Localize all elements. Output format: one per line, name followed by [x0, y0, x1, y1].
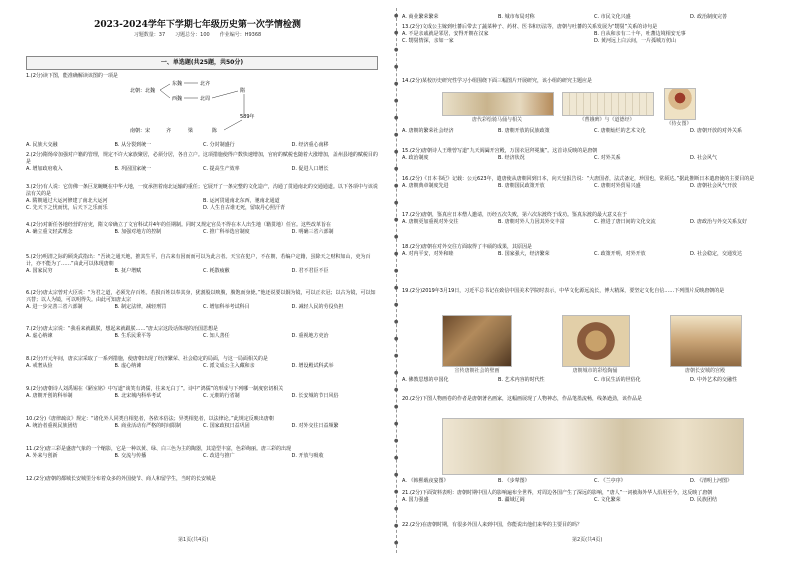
question-14-options: [402, 128, 786, 135]
diagram-south: 南朝：宋: [130, 128, 151, 134]
question-5: [26, 254, 380, 275]
option-c[interactable]: C. 改进与推广: [203, 453, 235, 459]
option-d[interactable]: D. 重视地方吏治: [291, 333, 329, 339]
diagram-qi: 齐: [166, 128, 172, 134]
option-a[interactable]: A. 《韩熙载夜宴图》: [402, 478, 449, 484]
mural-image: [442, 315, 512, 367]
option-d[interactable]: D. 社会稳定，交通发达: [690, 251, 743, 257]
question-1-options: [26, 142, 380, 149]
option-b[interactable]: B. 自从和亲有二十年，吐蕃边境相安无事: [594, 31, 686, 37]
question-9: [26, 386, 380, 400]
question-18: [402, 244, 786, 258]
question-1: [26, 73, 380, 80]
question-stem: 21.(2分)下面资料表明：唐朝时期中国人的影响遍布全世界，对周边各国产生了深远的影响，“唐人”一词被海外华人沿用至今，这反映了唐朝: [402, 490, 713, 496]
option-b[interactable]: B. 疆域辽阔: [498, 497, 525, 503]
option-c[interactable]: C. 耗散疲敝: [203, 268, 230, 274]
question-12-options: [402, 14, 786, 21]
diagram-liang: 梁: [188, 128, 194, 134]
question-stem: 22.(2分)在唐朝时期，有很多外国人来到中国，你能说出他们来华的主要目的吗？: [402, 522, 583, 528]
option-d[interactable]: D. 长安城的节日风俗: [291, 393, 339, 399]
option-a[interactable]: A. 外来与创新: [26, 453, 58, 459]
option-d[interactable]: D. 减轻人民的劳役负担: [291, 304, 344, 310]
option-a[interactable]: A. 唐朝典章制度先进: [402, 183, 449, 189]
question-22: [402, 522, 786, 529]
option-d[interactable]: D. 君不君臣不臣: [291, 268, 329, 274]
question-stem: 10.(2分)《唐律疏议》规定：“诸化外人同类自相犯者，各依本俗法；异类相犯者，以法律论。”此规定反映出唐朝: [26, 416, 274, 422]
question-14: [402, 78, 786, 85]
option-a[interactable]: A. 唐朝更加重视对外交往: [402, 219, 459, 225]
option-a[interactable]: A. 增加政府收入: [26, 166, 63, 172]
option-b[interactable]: B. 加强对地方的控制: [114, 229, 162, 235]
option-c[interactable]: C. 对外关系: [594, 155, 621, 161]
option-c[interactable]: C. 增加科举考试科目: [203, 304, 250, 310]
question-19-options: [402, 377, 786, 384]
option-a[interactable]: A. 进一步完善三省六部制: [26, 304, 83, 310]
option-c[interactable]: C. 推广科举选官制度: [203, 229, 250, 235]
option-b[interactable]: B. 从分裂到统一: [114, 142, 152, 148]
option-d[interactable]: D. 唐朝社会风气开放: [690, 183, 738, 189]
option-b[interactable]: B. 运河贯通南北东西，驰南北通道: [203, 198, 280, 204]
question-20-options: [402, 478, 786, 485]
option-a[interactable]: A. 政治制度: [402, 155, 429, 161]
calligraphy-image: [562, 92, 654, 116]
question-stem: 5.(2分)明清之际的顾炎武指出：“吾读之通天地，推其生平，自古来有因而而可以为此言者。天宝在犯户，不在朝，若编户定籍，虽除天之财积如山，吏为百计，亦不能为了……”由此可以体现唐朝: [26, 254, 371, 267]
option-d[interactable]: D. 中外艺术的交融性: [690, 377, 738, 383]
option-c[interactable]: C. 派文成公主入藏和亲: [203, 363, 255, 369]
question-stem: 6.(2分)唐太宗曾对大臣说：“为君之道，必须先存百姓。若损百姓以奉其身，犹割股以啖腹，腹饱而身毙。”他还说要以铜为镜，可以正衣冠；以古为镜，可以知兴替；以人为镜，可以明得失。由此可知唐太宗: [26, 290, 376, 303]
option-d[interactable]: D. 民族团结: [690, 497, 718, 503]
caption-lady: 《侍女图》: [666, 121, 692, 127]
page-number-left: 第1页(共4页): [178, 537, 209, 543]
page-number-right: 第2页(共4页): [572, 537, 603, 543]
option-d[interactable]: D. 明确三省六部制: [291, 229, 334, 235]
caption-pottery: 唐朝城市的彩绘陶俑: [572, 368, 618, 374]
question-13: [402, 24, 786, 45]
option-b[interactable]: B. 虚心纳谏: [114, 363, 142, 369]
option-b[interactable]: B. 城市布局对称: [498, 14, 535, 20]
option-c[interactable]: C. 提高生产效率: [203, 166, 240, 172]
scroll-painting-image: [442, 418, 744, 475]
option-a[interactable]: A. 虚心纳谏: [26, 333, 53, 339]
option-b[interactable]: B. 交流与传播: [114, 453, 147, 459]
question-stem: 16.(2分)《日本书纪》记载：公元623年，遣唐使从唐朝回到日本，向天皇报告说：“大唐国者，法式备定，珍国也，常须达。”据此推断日本遣唐使的主要目的是: [402, 176, 755, 182]
option-c[interactable]: C. 推进了唐日间的文化交流: [594, 219, 656, 225]
question-stem: 8.(2分)开元年间，唐玄宗采取了一系列措施，使唐朝出现了经济繁荣、社会稳定的局面，与这一局面相关的是: [26, 356, 268, 362]
question-stem: 12.(2分)唐朝的都城长安城里分布着众多的外国使节、商人和留学生，当时的长安城是: [26, 476, 217, 482]
question-stem: 2.(2分)隋炀帝加强对户籍的管理，规定不许大家族聚居，必须分居，各自立户。这项措施使得户数快速增加，官府的赋税也随着大涨增加，盖州县地的赋税目的是: [26, 152, 378, 165]
option-b[interactable]: B. 唐朝对外人力因其外交丰富: [498, 219, 565, 225]
option-b[interactable]: B. 制定法律，减轻刑罚: [114, 304, 167, 310]
option-a[interactable]: A. 国力强盛: [402, 497, 429, 503]
option-a[interactable]: A. 佛教思想的中国化: [402, 377, 449, 383]
diagram-sui: 隋: [240, 88, 246, 94]
diagram-north: 北朝：北魏: [130, 88, 156, 94]
question-2: [26, 152, 380, 173]
option-c[interactable]: C. 知人善任: [203, 333, 230, 339]
question-7: [26, 326, 380, 340]
question-stem: 7.(2分)唐太宗说：“我看来就跟朕，想起来就跟朕……”唐太宗这段话体现的治国思想是: [26, 326, 219, 332]
horse-figurine-image: [442, 92, 554, 116]
caption-horse: 唐代彩绘骑马俑与相关: [471, 117, 522, 123]
question-20: [402, 396, 786, 403]
option-b[interactable]: B. 《步辇图》: [498, 478, 530, 484]
question-17: [402, 212, 786, 226]
palace-image: [670, 315, 742, 367]
lady-painting-image: [664, 88, 696, 120]
option-c[interactable]: C. 国家政权日益巩固: [203, 423, 250, 429]
diagram-year: 589年: [240, 114, 255, 120]
option-a[interactable]: A. 隋朝通过大运河修建了南北大运河: [26, 198, 108, 204]
option-b[interactable]: B. 商业活动有严格的时间限制: [114, 423, 182, 429]
option-c[interactable]: C. 市民文化兴盛: [594, 14, 631, 20]
option-c[interactable]: C. 元朝的行省制: [203, 393, 240, 399]
option-c[interactable]: C. 《兰亭序》: [594, 478, 626, 484]
question-16: [402, 176, 786, 190]
option-a[interactable]: A. 国家民穷: [26, 268, 53, 274]
section-header: 一、单选题(共25题，共50分): [26, 56, 378, 70]
option-c[interactable]: C. 甥舅情深，亲如一家: [402, 38, 454, 44]
question-6: [26, 290, 380, 311]
option-d[interactable]: D. 对外交往日益频繁: [291, 423, 339, 429]
option-d[interactable]: D. 社会风气: [690, 155, 718, 161]
option-a[interactable]: A. 民族大交融: [26, 142, 58, 148]
option-b[interactable]: B. 生乐民秉平等: [114, 333, 152, 339]
question-19: [402, 288, 786, 295]
caption-calligraphy: 《曹娥碑》与《道德经》: [579, 117, 635, 123]
option-c[interactable]: C. 唐朝对外贸易兴盛: [594, 183, 641, 189]
question-stem: 15.(2分)唐朝诗人王维曾写道“九天阊阖开宫殿，万国衣冠拜冕旒”。这首诗反映的是唐朝: [402, 148, 598, 154]
option-b[interactable]: B. 北宋城内科举考试: [114, 393, 162, 399]
right-page: [402, 0, 794, 561]
option-a[interactable]: A. 唐朝的繁荣社会经济: [402, 128, 454, 134]
pottery-image: [562, 315, 630, 367]
caption-palace: 唐朝长安城的宫殿: [684, 368, 725, 374]
option-a[interactable]: A. 确立重文轻武理念: [26, 229, 73, 235]
question-stem: 11.(2分)唐三彩是盛唐气象的一个缩影，它是一种以黄、绿、白三色为主的陶器，其造型丰富，色彩绚丽。唐三彩的出现: [26, 446, 292, 452]
question-12: [26, 476, 380, 483]
option-c[interactable]: C. 先天下之忧而忧，后天下之乐而乐: [26, 205, 108, 211]
option-c[interactable]: C. 分封制盛行: [203, 142, 235, 148]
option-b[interactable]: B. 国家强大，经济繁荣: [498, 251, 550, 257]
option-d[interactable]: D. 增设殿试科武举: [291, 363, 334, 369]
option-a[interactable]: A. 戒奢从俭: [26, 363, 53, 369]
diagram-north-qi: 北齐: [200, 81, 211, 87]
option-c[interactable]: C. 政策开明，对外开放: [594, 251, 646, 257]
question-15: [402, 148, 786, 162]
option-d[interactable]: D. 黄河远上白云间，一片孤城万仞山: [594, 38, 677, 44]
question-stem: 13.(2分)文成公主嫁到吐蕃后带去了蔬菜种子、药材、医书和历法等，唐朝与吐蕃的关系发展为“甥舅”关系的诗句是: [402, 24, 658, 30]
option-a[interactable]: A. 统治者重视民族团结: [26, 423, 78, 429]
option-a[interactable]: A. 不是亲戚就是邻居，安得开朝在汉家: [402, 31, 489, 37]
dynasty-diagram: [130, 80, 290, 140]
option-d[interactable]: D. 促进人口增长: [291, 166, 329, 172]
exam-meta: 习题数量：37 习题总分：100 作业编号：H9368: [133, 32, 262, 38]
option-d[interactable]: D. 人生自古谁无死，留取丹心照汗青: [203, 205, 286, 211]
option-b[interactable]: B. 巩固国家统一: [114, 166, 152, 172]
question-stem: 17.(2分)唐朝，鉴真应日本僧人邀请，历经五次失败，第六次东渡终于成功。鉴真东渡的最大意义在于: [402, 212, 628, 218]
question-stem: 9.(2分)唐朝诗人刘禹锡在《陋室铭》中写道“谈笑有鸿儒，往来无白丁”。诗中“鸿儒”的形成与下列哪一制度密切相关: [26, 386, 284, 392]
question-3: [26, 184, 380, 212]
left-page: [0, 0, 395, 561]
option-b[interactable]: B. 艺术内容的时代性: [498, 377, 545, 383]
option-b[interactable]: B. 唐朝开放的民族政策: [498, 128, 550, 134]
caption-mural: 宣传唐朝社会的壁画: [454, 368, 500, 374]
option-d[interactable]: D. 经济重心南移: [291, 142, 329, 148]
option-c[interactable]: C. 唐朝灿烂的艺术文化: [594, 128, 646, 134]
question-10: [26, 416, 380, 430]
option-a[interactable]: A. 商业繁荣繁荣: [402, 14, 439, 20]
question-stem: 18.(2分)唐朝在对外交往方面取得了丰硕的成果，其原因是: [402, 244, 533, 250]
option-d[interactable]: D. 开放与吸收: [291, 453, 324, 459]
option-c[interactable]: C. 文化繁荣: [594, 497, 621, 503]
question-4: [26, 222, 380, 236]
option-d[interactable]: D. 唐朝开放的对外关系: [690, 128, 743, 134]
option-d[interactable]: D. 《清明上河图》: [690, 478, 733, 484]
question-stem: 20.(2分)下图人物画卷的作者是唐朝著名画家，这幅画展现了人物神态，作品笔墨流畅，线条遒劲，该作品是: [402, 396, 643, 402]
diagram-west-wei: 西魏: [172, 96, 183, 102]
question-21: [402, 490, 786, 504]
option-c[interactable]: C. 市民生活的世俗化: [594, 377, 641, 383]
question-stem: 14.(2分)某校历史研究性学习小组围绕下面三幅图片开展研究，该小组的研究主题应是: [402, 78, 593, 84]
diagram-east-wei: 东魏: [172, 81, 183, 87]
option-a[interactable]: A. 对内平安，对外和睦: [402, 251, 454, 257]
option-a[interactable]: A. 唐朝开创的科举制: [26, 393, 73, 399]
option-d[interactable]: D. 政治制度完善: [690, 14, 728, 20]
question-stem: 3.(2分)有人说：它仿佛一条巨龙蜿蜒在中华大地，一度承担着南北运输的重任；它展开了一条完整的文化造产，沟通了贯通南北的交通通道。以下各项中与该说法有关的是: [26, 184, 378, 197]
option-b[interactable]: B. 唐朝国民政策开放: [498, 183, 545, 189]
option-d[interactable]: D. 唐政治与外交关系友好: [690, 219, 748, 225]
option-b[interactable]: B. 经济状况: [498, 155, 525, 161]
diagram-north-zhou: 北周: [200, 96, 211, 102]
option-b[interactable]: B. 抚户增赋: [114, 268, 142, 274]
question-8: [26, 356, 380, 370]
binding-line: ● ● ● ● ● ● ● ● ● ● ● ● ● ● ● ● ● ● ● ● ● ● ● ● ● ● ● ● ● ● ● ●: [396, 8, 402, 553]
question-stem: 19.(2分)2019年3月19日，习近平总书记在致信中国美术学院时表示，中华文化源远流长，博大精深，要坚定文化自信……下列图片反映唐朝的是: [402, 288, 725, 294]
diagram-chen: 陈: [212, 128, 218, 134]
question-stem: 1.(2分)读下图，能准确解读该图的一项是: [26, 73, 118, 79]
question-11: [26, 446, 380, 460]
question-stem: 4.(2分)对新任各地经营的官吏，隋文帝确立了文官科试并4年的任期制。同时又规定官员不得在本人出生地（籍贯地）任官。这些改革旨在: [26, 222, 332, 228]
exam-title: 2023-2024学年下学期七年级历史第一次学情检测: [94, 20, 301, 30]
